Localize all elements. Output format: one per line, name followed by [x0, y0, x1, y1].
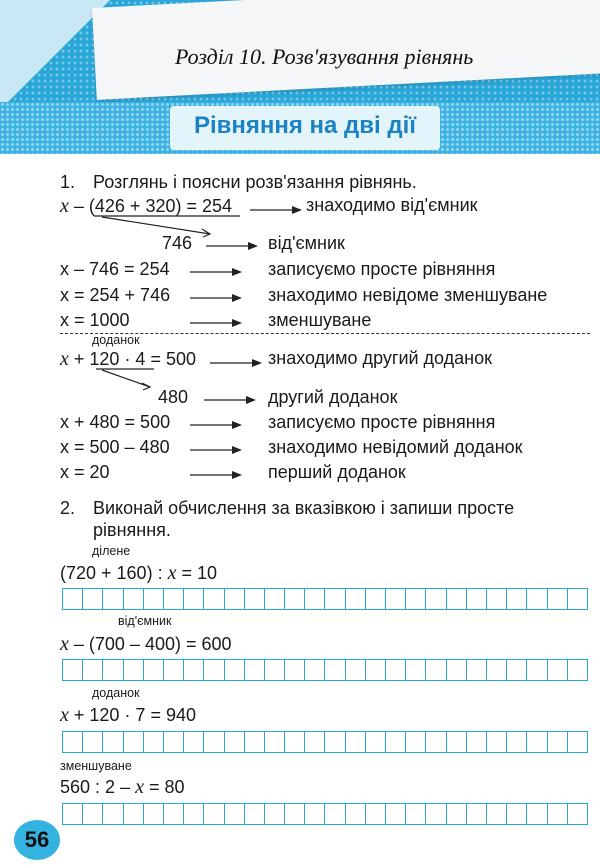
equation-rest: – (426 + 320) = 254 [68, 196, 233, 216]
task1b-row-expr: x = 500 – 480 [60, 437, 170, 457]
answer-grid[interactable] [62, 731, 588, 753]
eq-post: + 120 · 7 = 940 [68, 705, 196, 725]
variable: x [60, 348, 69, 370]
task2-instruction-line2: рівняння. [93, 520, 171, 540]
task2-item-equation [60, 776, 185, 799]
task1a-equation-note: знаходимо від'ємник [306, 195, 478, 215]
task1-instruction: Розглянь і поясни розв'язання рівнянь. [93, 172, 417, 192]
arrow-icon [190, 266, 242, 280]
eq-post: = 80 [143, 777, 185, 797]
answer-grid[interactable] [62, 803, 588, 825]
task1b-row-note: перший доданок [268, 462, 406, 482]
eq-post: = 10 [176, 563, 218, 583]
task1b-row-note: знаходимо невідомий доданок [268, 437, 523, 457]
arrow-icon [190, 317, 242, 331]
task1a-row-expr [60, 259, 170, 280]
task1-number: 1. [60, 172, 76, 192]
answer-grid[interactable] [62, 588, 588, 610]
arrow-icon [190, 292, 242, 306]
expr-text: x – 746 = 254 [60, 259, 170, 279]
task2-instruction-line1: Виконай обчислення за вказівкою і запиши просте [93, 498, 515, 518]
arrow-icon [250, 204, 302, 218]
task1a-row-note: зменшуване [268, 310, 372, 330]
chapter-title: Розділ 10. Розв'язування рівнянь [175, 44, 474, 69]
task2-item-equation [60, 562, 217, 585]
task1a-row-note: знаходимо невідоме зменшуване [268, 285, 548, 305]
equation-rest: + 120 · 4 = 500 [68, 349, 196, 369]
task1b-row-expr: 480 [158, 387, 189, 407]
task1b-equation-note: знаходимо другий доданок [268, 348, 493, 368]
lesson-title: Рівняння на дві дії [193, 112, 417, 139]
eq-pre: (720 + 160) : [60, 563, 168, 583]
variable: x [167, 562, 177, 584]
task1b-row-note: другий доданок [268, 387, 398, 407]
task1a-row-expr: 746 [162, 233, 193, 253]
task1b-row-expr: x + 480 = 500 [60, 412, 171, 432]
task1a-row-expr: x = 254 + 746 [60, 285, 171, 305]
arrow-icon [206, 240, 258, 254]
task2-item-equation [60, 704, 196, 727]
eq-post: – (700 – 400) = 600 [68, 634, 232, 654]
arrow-icon [210, 357, 262, 371]
page-number: 56 [14, 820, 60, 860]
task1b-row-expr: x = 20 [60, 462, 110, 482]
eq-pre: 560 : 2 – [60, 777, 136, 797]
arrow-icon [190, 444, 242, 458]
variable: x [60, 633, 69, 655]
task2-item-equation [60, 633, 232, 656]
task1a-row-note: від'ємник [268, 233, 345, 253]
answer-grid[interactable] [62, 659, 588, 681]
task2-item-hint: від'ємник [118, 614, 172, 628]
task1a-row-expr: x = 1000 [60, 310, 130, 330]
task2-number: 2. [60, 498, 76, 518]
task1b-row-note: записуємо просте рівняння [268, 412, 496, 432]
task1b-label: доданок [92, 333, 140, 347]
variable: x [60, 704, 69, 726]
arrow-icon [190, 469, 242, 483]
arrow-icon [204, 394, 256, 408]
arrow-icon [190, 419, 242, 433]
task2-item-hint: зменшуване [60, 759, 132, 773]
task2-item-hint: доданок [92, 686, 140, 700]
variable: x [60, 195, 69, 217]
task1a-row-note: записуємо просте рівняння [268, 259, 496, 279]
variable: x [135, 776, 144, 798]
task2-item-hint: ділене [92, 544, 131, 558]
